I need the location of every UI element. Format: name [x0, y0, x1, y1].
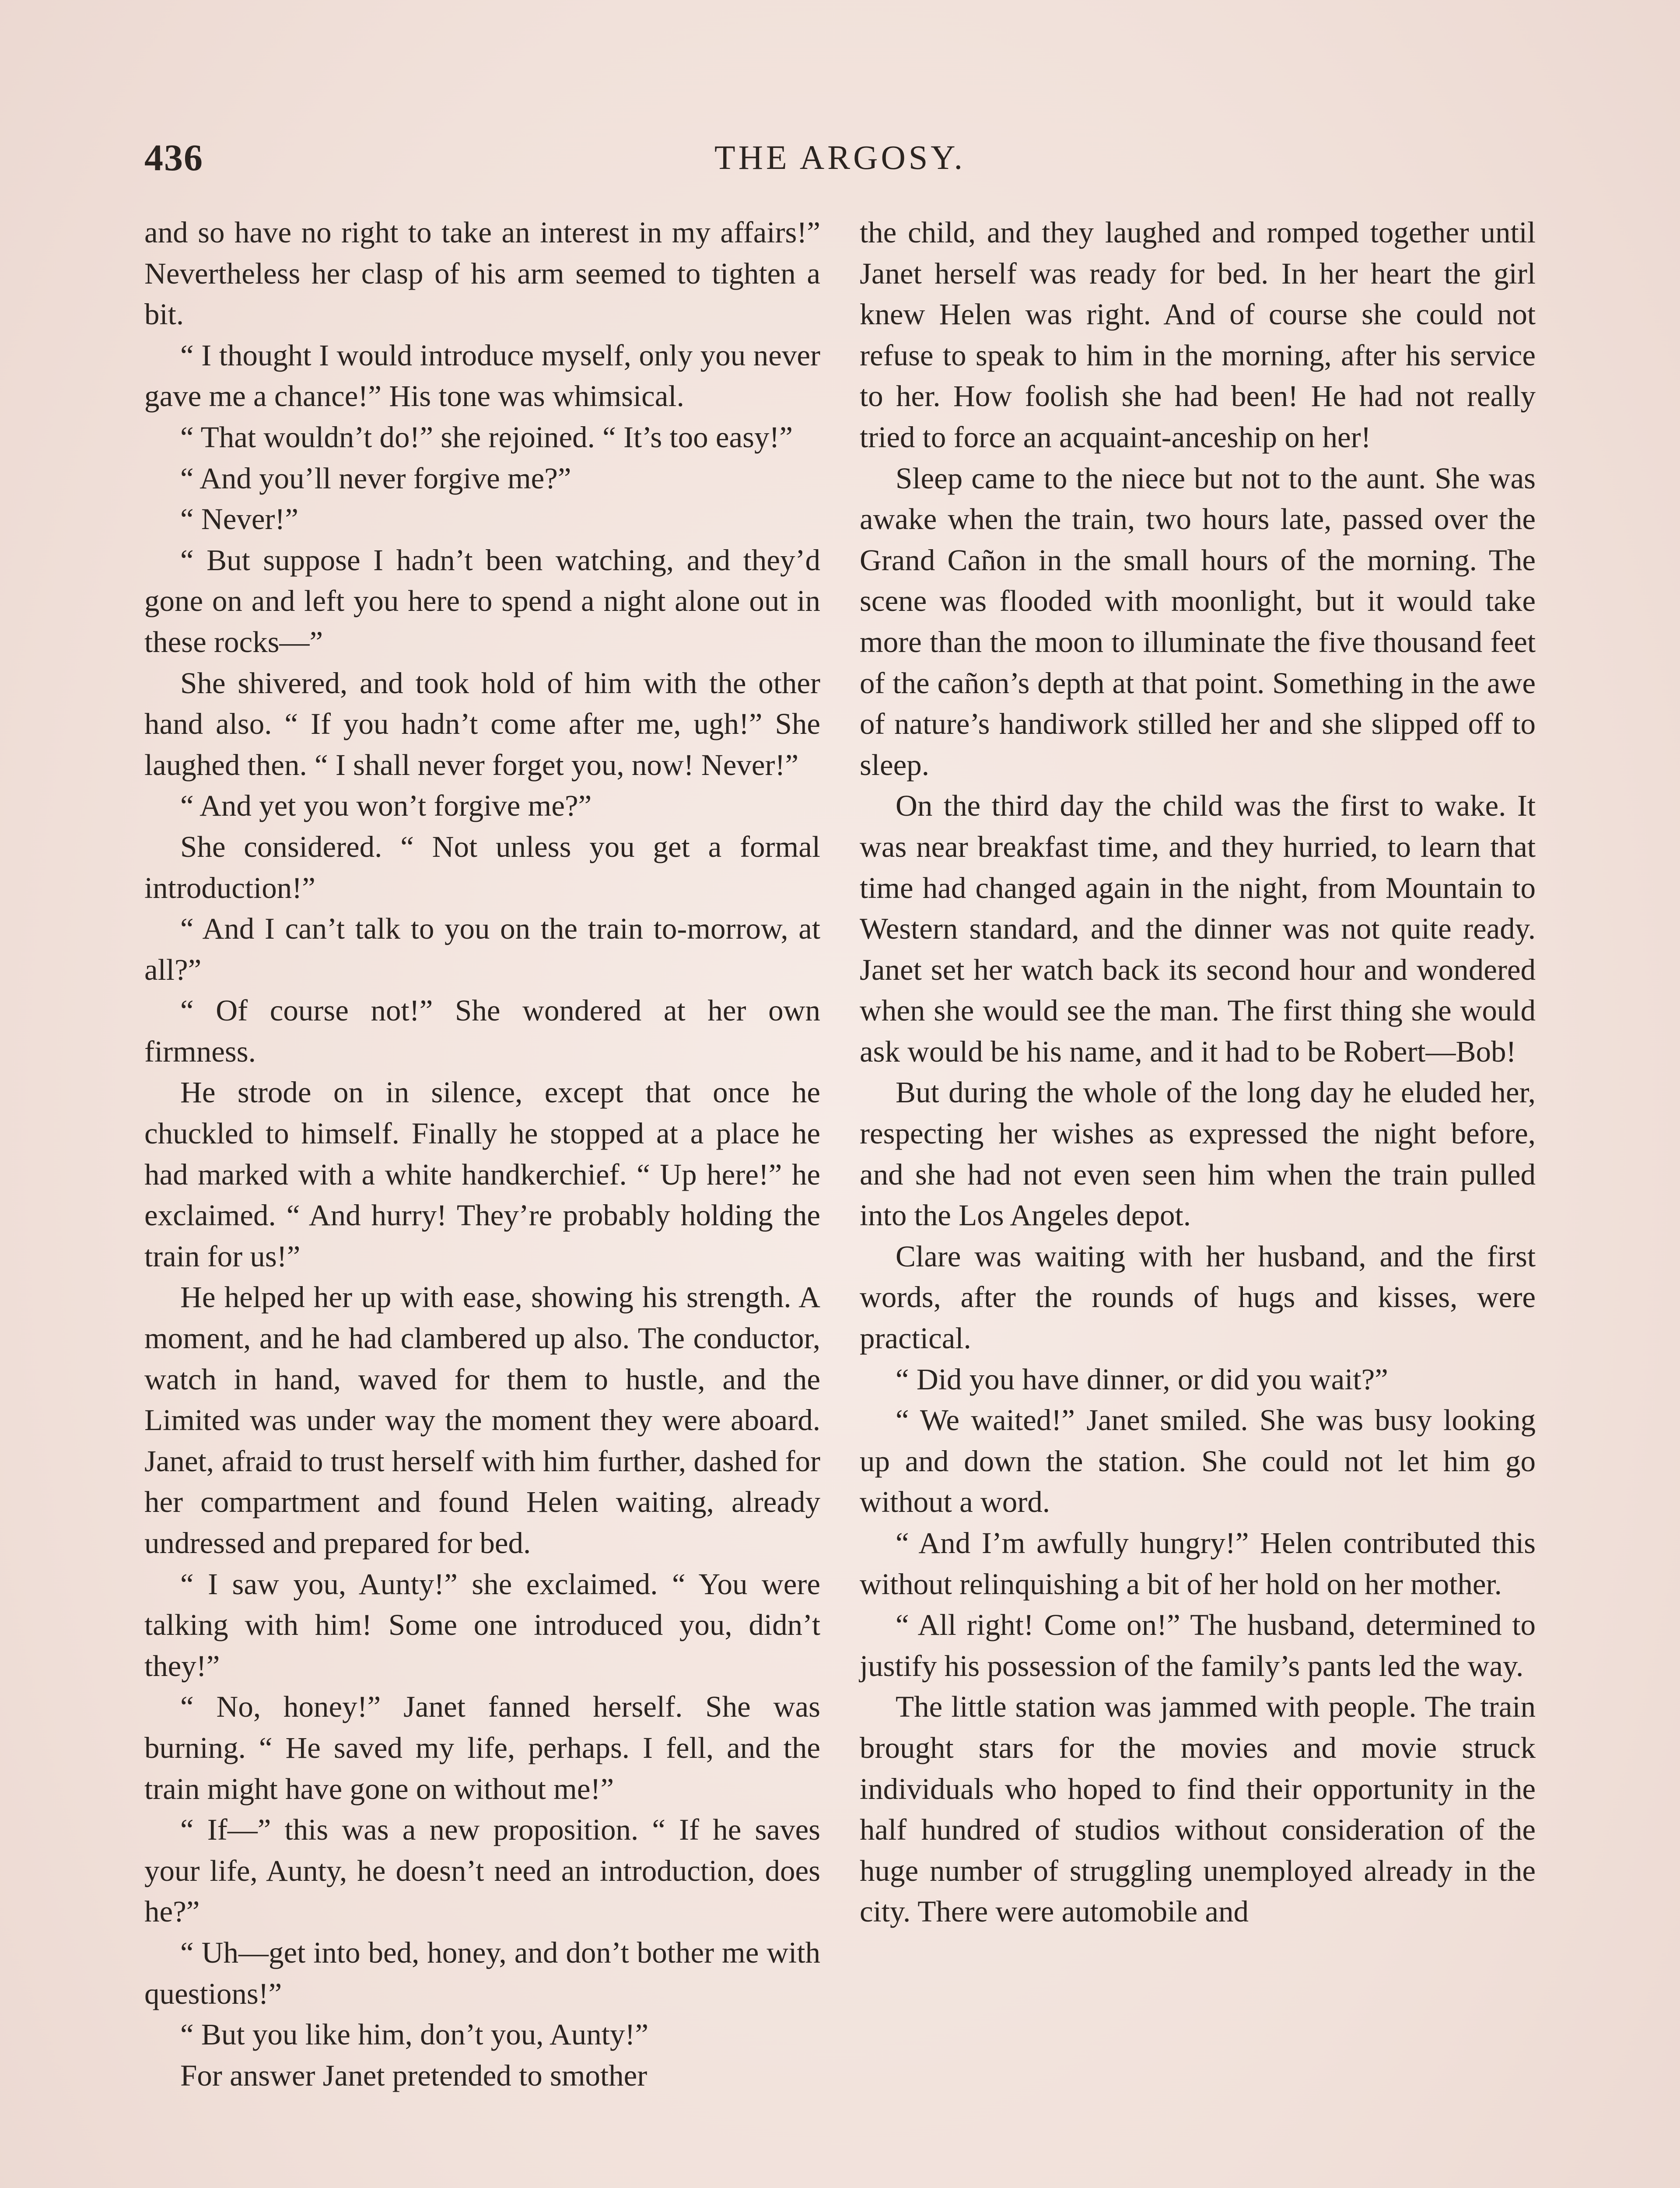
right-column: [860, 212, 1536, 1932]
paragraph: “ If—” this was a new proposition. “ If he saves your life, Aunty, he doesn’t need an introduction, does he?”: [144, 1813, 820, 1929]
paragraph: “ And you’ll never forgive me?”: [180, 461, 571, 495]
paragraph: He helped her up with ease, showing his strength. A moment, and he had clambered up also. The conductor, watch in hand, waved for them to hustle, and the Limited was under way the moment they were aboard. Janet, afraid to trust herself with him further, dashed for her compartment and found Helen waiting, already undressed and prepared for bed.: [144, 1280, 820, 1560]
page-header: [144, 131, 1536, 184]
paragraph: Sleep came to the niece but not to the aunt. She was awake when the train, two hours late, passed over the Grand Cañon in the small hours of the morning. The scene was flooded with moonlight, but it would take more than the moon to illuminate the five thousand feet of the cañon’s depth at that point. Something in the awe of nature’s handiwork stilled her and she slipped off to sleep.: [860, 461, 1536, 782]
left-column: [144, 212, 820, 2096]
page-number: 436: [144, 137, 203, 179]
paragraph: “ We waited!” Janet smiled. She was busy looking up and down the station. She could not let him go without a word.: [860, 1403, 1536, 1519]
paragraph: “ Did you have dinner, or did you wait?”: [896, 1362, 1388, 1396]
paragraph: For answer Janet pretended to smother: [180, 2058, 648, 2092]
paragraph: “ Of course not!” She wondered at her own firmness.: [144, 994, 820, 1068]
paragraph: “ And I can’t talk to you on the train to-morrow, at all?”: [144, 912, 820, 986]
paragraph: “ But you like him, don’t you, Aunty!”: [180, 2018, 649, 2051]
paragraph: “ All right! Come on!” The husband, determined to justify his possession of the family’s pants led the way.: [860, 1608, 1536, 1683]
paragraph: On the third day the child was the first to wake. It was near breakfast time, and they hurried, to learn that time had changed again in the night, from Mountain to Western standard, and the dinner was not quite ready. Janet set her watch back its second hour and wondered when she would see the man. The first thing she would ask would be his name, and it had to be Robert—Bob!: [860, 789, 1536, 1068]
paragraph: The little station was jammed with people. The train brought stars for the movies and movie struck individuals who hoped to find their opportunity in the half hundred of studios without consideration of the huge number of struggling unemployed already in the city. There were automobile and: [860, 1690, 1536, 1929]
paragraph: She considered. “ Not unless you get a formal introduction!”: [144, 830, 820, 905]
paragraph: “ And yet you won’t forgive me?”: [180, 789, 592, 823]
paragraph: “ I thought I would introduce myself, only you never gave me a chance!” His tone was whimsical.: [144, 338, 820, 413]
paragraph: “ Uh—get into bed, honey, and don’t bother me with questions!”: [144, 1936, 820, 2010]
paragraph: Clare was waiting with her husband, and the first words, after the rounds of hugs and kisses, were practical.: [860, 1239, 1536, 1355]
paragraph: “ That wouldn’t do!” she rejoined. “ It’s too easy!”: [180, 420, 793, 454]
paragraph: She shivered, and took hold of him with the other hand also. “ If you hadn’t come after me, ugh!” She laughed then. “ I shall never forget you, now! Never!”: [144, 666, 820, 782]
paragraph: But during the whole of the long day he eluded her, respecting her wishes as expressed the night before, and she had not even seen him when the train pulled into the Los Angeles depot.: [860, 1076, 1536, 1232]
paragraph: He strode on in silence, except that once he chuckled to himself. Finally he stopped at a place he had marked with a white handkerchief. “ Up here!” he exclaimed. “ And hurry! They’re probably holding the train for us!”: [144, 1076, 820, 1273]
paragraph: the child, and they laughed and romped together until Janet herself was ready for bed. In her heart the girl knew Helen was right. And of course she could not refuse to speak to him in the morning, after his service to her. How foolish she had been! He had not really tried to force an acquaint-anceship on her!: [860, 216, 1536, 454]
paragraph: and so have no right to take an interest in my affairs!” Nevertheless her clasp of his arm seemed to tighten a bit.: [144, 216, 820, 331]
paragraph: “ Never!”: [180, 502, 299, 536]
paragraph: “ And I’m awfully hungry!” Helen contributed this without relinquishing a bit of her hold on her mother.: [860, 1526, 1536, 1601]
paragraph: “ No, honey!” Janet fanned herself. She was burning. “ He saved my life, perhaps. I fell, and the train might have gone on without me!”: [144, 1690, 820, 1806]
paragraph: “ But suppose I hadn’t been watching, and they’d gone on and left you here to spend a night alone out in these rocks—”: [144, 543, 820, 659]
paragraph: “ I saw you, Aunty!” she exclaimed. “ You were talking with him! Some one introduced you, didn’t they!”: [144, 1567, 820, 1683]
running-title: THE ARGOSY.: [714, 138, 966, 176]
